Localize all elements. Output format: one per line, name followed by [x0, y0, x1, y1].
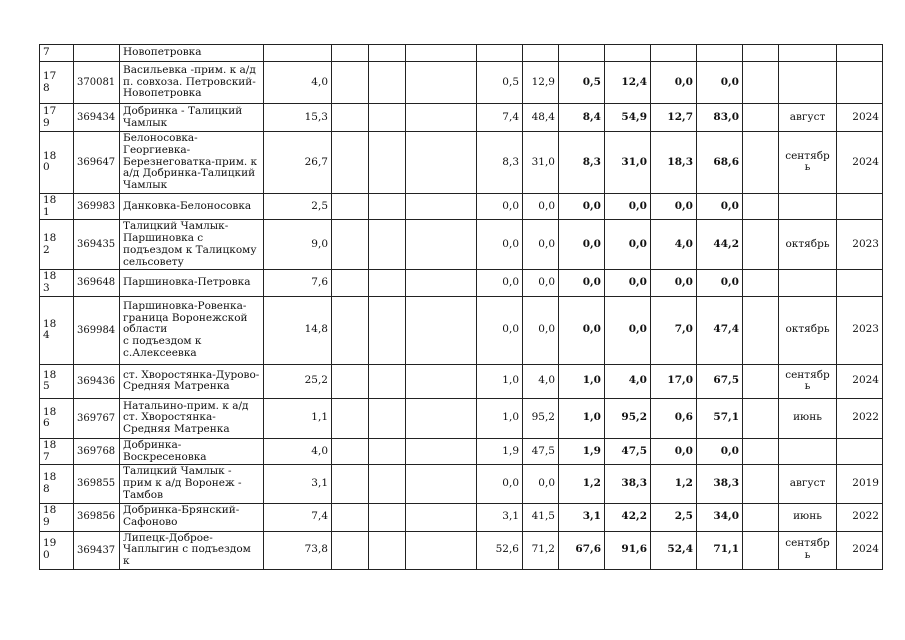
empty-cell	[743, 503, 779, 531]
row-index: 18 5	[40, 364, 74, 398]
value-1: 0,0	[477, 296, 523, 364]
road-code: 369437	[74, 531, 120, 569]
empty-cell	[369, 193, 406, 220]
empty-cell	[369, 503, 406, 531]
value-3: 8,3	[559, 132, 605, 194]
value-4: 31,0	[605, 132, 651, 194]
value-5	[651, 45, 697, 62]
road-name: Талицкий Чамлык - прим к а/д Воронеж - Тамбов	[120, 465, 264, 503]
value-3: 1,0	[559, 364, 605, 398]
value-5: 12,7	[651, 104, 697, 132]
empty-cell	[332, 220, 369, 270]
value-1: 0,0	[477, 193, 523, 220]
value-1: 0,5	[477, 62, 523, 104]
value-4: 0,0	[605, 220, 651, 270]
value-3: 1,0	[559, 398, 605, 438]
road-length: 7,4	[264, 503, 332, 531]
empty-cell	[332, 270, 369, 297]
empty-cell	[332, 398, 369, 438]
repair-year: 2022	[837, 398, 883, 438]
road-length: 3,1	[264, 465, 332, 503]
road-length: 73,8	[264, 531, 332, 569]
road-name: Белоносовка-Георгиевка-Березнеговатка-прим. к а/д Добринка-Талицкий Чамлык	[120, 132, 264, 194]
value-4: 95,2	[605, 398, 651, 438]
empty-cell	[369, 104, 406, 132]
value-3: 8,4	[559, 104, 605, 132]
value-5: 0,6	[651, 398, 697, 438]
value-6: 38,3	[697, 465, 743, 503]
repair-year: 2023	[837, 296, 883, 364]
value-6: 0,0	[697, 270, 743, 297]
empty-cell	[369, 220, 406, 270]
empty-cell	[406, 398, 477, 438]
empty-cell	[743, 531, 779, 569]
repair-month: сентябр ь	[779, 531, 837, 569]
row-index: 18 9	[40, 503, 74, 531]
value-6: 71,1	[697, 531, 743, 569]
repair-year: 2024	[837, 531, 883, 569]
value-1: 0,0	[477, 465, 523, 503]
value-4: 0,0	[605, 296, 651, 364]
road-length: 4,0	[264, 438, 332, 465]
repair-year: 2019	[837, 465, 883, 503]
value-3: 3,1	[559, 503, 605, 531]
empty-cell	[743, 193, 779, 220]
empty-cell	[406, 438, 477, 465]
repair-year: 2023	[837, 220, 883, 270]
repair-month: август	[779, 465, 837, 503]
row-index: 18 4	[40, 296, 74, 364]
empty-cell	[406, 503, 477, 531]
row-index: 17 8	[40, 62, 74, 104]
row-index: 18 3	[40, 270, 74, 297]
value-2: 0,0	[523, 270, 559, 297]
value-4: 0,0	[605, 193, 651, 220]
empty-cell	[332, 438, 369, 465]
row-index: 18 7	[40, 438, 74, 465]
value-3: 0,0	[559, 270, 605, 297]
road-name: ст. Хворостянка-Дурово-Средняя Матренка	[120, 364, 264, 398]
value-3	[559, 45, 605, 62]
road-code: 369767	[74, 398, 120, 438]
road-length: 9,0	[264, 220, 332, 270]
road-name: Паршиновка-Ровенка-граница Воронежской области с подъездом к с.Алексеевка	[120, 296, 264, 364]
road-name: Новопетровка	[120, 45, 264, 62]
value-1: 1,0	[477, 398, 523, 438]
empty-cell	[369, 465, 406, 503]
value-6: 0,0	[697, 438, 743, 465]
row-index: 18 1	[40, 193, 74, 220]
value-6: 57,1	[697, 398, 743, 438]
table-row	[40, 62, 883, 104]
value-1: 8,3	[477, 132, 523, 194]
empty-cell	[332, 45, 369, 62]
empty-cell	[332, 503, 369, 531]
empty-cell	[406, 193, 477, 220]
empty-cell	[332, 62, 369, 104]
empty-cell	[406, 270, 477, 297]
road-length: 14,8	[264, 296, 332, 364]
repair-year	[837, 45, 883, 62]
road-length: 4,0	[264, 62, 332, 104]
repair-month	[779, 62, 837, 104]
empty-cell	[369, 364, 406, 398]
value-1: 3,1	[477, 503, 523, 531]
empty-cell	[369, 270, 406, 297]
repair-year	[837, 438, 883, 465]
road-length: 7,6	[264, 270, 332, 297]
value-2: 71,2	[523, 531, 559, 569]
row-index: 19 0	[40, 531, 74, 569]
repair-year: 2024	[837, 132, 883, 194]
value-5: 0,0	[651, 438, 697, 465]
repair-month: сентябр ь	[779, 132, 837, 194]
value-3: 1,2	[559, 465, 605, 503]
value-4: 12,4	[605, 62, 651, 104]
repair-year	[837, 193, 883, 220]
road-code: 369648	[74, 270, 120, 297]
road-length: 2,5	[264, 193, 332, 220]
value-3: 0,0	[559, 296, 605, 364]
value-1: 1,0	[477, 364, 523, 398]
value-5: 52,4	[651, 531, 697, 569]
repair-month	[779, 270, 837, 297]
value-5: 0,0	[651, 270, 697, 297]
empty-cell	[369, 45, 406, 62]
empty-cell	[743, 438, 779, 465]
value-6: 0,0	[697, 193, 743, 220]
road-length: 25,2	[264, 364, 332, 398]
repair-month	[779, 438, 837, 465]
repair-year: 2022	[837, 503, 883, 531]
road-length: 26,7	[264, 132, 332, 194]
empty-cell	[743, 132, 779, 194]
road-name: Добринка-Брянский-Сафоново	[120, 503, 264, 531]
empty-cell	[743, 45, 779, 62]
road-data-table	[39, 44, 883, 570]
value-3: 0,0	[559, 193, 605, 220]
value-5: 7,0	[651, 296, 697, 364]
empty-cell	[743, 364, 779, 398]
empty-cell	[406, 364, 477, 398]
repair-month: октябрь	[779, 220, 837, 270]
table-row	[40, 270, 883, 297]
value-6: 47,4	[697, 296, 743, 364]
road-code: 369436	[74, 364, 120, 398]
empty-cell	[743, 220, 779, 270]
value-5: 0,0	[651, 62, 697, 104]
empty-cell	[332, 364, 369, 398]
value-3: 0,0	[559, 220, 605, 270]
road-length: 1,1	[264, 398, 332, 438]
value-4	[605, 45, 651, 62]
empty-cell	[369, 62, 406, 104]
empty-cell	[332, 104, 369, 132]
empty-cell	[369, 438, 406, 465]
value-4: 4,0	[605, 364, 651, 398]
table-row	[40, 104, 883, 132]
value-2: 31,0	[523, 132, 559, 194]
value-2: 0,0	[523, 465, 559, 503]
table-row	[40, 296, 883, 364]
repair-year	[837, 62, 883, 104]
table-body	[40, 45, 883, 570]
value-4: 42,2	[605, 503, 651, 531]
value-1	[477, 45, 523, 62]
value-2: 47,5	[523, 438, 559, 465]
value-1: 0,0	[477, 220, 523, 270]
repair-month: август	[779, 104, 837, 132]
empty-cell	[743, 465, 779, 503]
value-5: 2,5	[651, 503, 697, 531]
road-code: 370081	[74, 62, 120, 104]
road-name: Натальино-прим. к а/д ст. Хворостянка-Средняя Матренка	[120, 398, 264, 438]
road-name: Липецк-Доброе-Чаплыгин с подъездом к	[120, 531, 264, 569]
road-code	[74, 45, 120, 62]
road-name: Добринка - Талицкий Чамлык	[120, 104, 264, 132]
value-1: 7,4	[477, 104, 523, 132]
value-3: 67,6	[559, 531, 605, 569]
empty-cell	[406, 45, 477, 62]
value-2: 0,0	[523, 296, 559, 364]
road-name: Добринка-Воскресеновка	[120, 438, 264, 465]
repair-year: 2024	[837, 104, 883, 132]
repair-month	[779, 193, 837, 220]
value-6: 44,2	[697, 220, 743, 270]
table-row	[40, 45, 883, 62]
table-row	[40, 364, 883, 398]
table-row	[40, 193, 883, 220]
empty-cell	[406, 132, 477, 194]
empty-cell	[743, 62, 779, 104]
value-4: 54,9	[605, 104, 651, 132]
row-index: 18 8	[40, 465, 74, 503]
empty-cell	[406, 465, 477, 503]
value-2: 95,2	[523, 398, 559, 438]
row-index: 18 6	[40, 398, 74, 438]
row-index: 18 2	[40, 220, 74, 270]
road-code: 369768	[74, 438, 120, 465]
repair-month: июнь	[779, 398, 837, 438]
value-4: 91,6	[605, 531, 651, 569]
value-6: 34,0	[697, 503, 743, 531]
value-6: 68,6	[697, 132, 743, 194]
table-row	[40, 132, 883, 194]
repair-month	[779, 45, 837, 62]
value-2: 0,0	[523, 193, 559, 220]
value-5: 0,0	[651, 193, 697, 220]
empty-cell	[743, 296, 779, 364]
value-6	[697, 45, 743, 62]
value-3: 0,5	[559, 62, 605, 104]
repair-year	[837, 270, 883, 297]
repair-year: 2024	[837, 364, 883, 398]
value-1: 1,9	[477, 438, 523, 465]
empty-cell	[406, 104, 477, 132]
table-row	[40, 503, 883, 531]
value-5: 18,3	[651, 132, 697, 194]
road-code: 369647	[74, 132, 120, 194]
value-6: 67,5	[697, 364, 743, 398]
empty-cell	[332, 531, 369, 569]
value-4: 38,3	[605, 465, 651, 503]
repair-month: июнь	[779, 503, 837, 531]
repair-month: сентябр ь	[779, 364, 837, 398]
road-code: 369435	[74, 220, 120, 270]
road-name: Васильевка -прим. к а/д п. совхоза. Петровский-Новопетровка	[120, 62, 264, 104]
value-2: 12,9	[523, 62, 559, 104]
road-code: 369856	[74, 503, 120, 531]
road-length: 15,3	[264, 104, 332, 132]
value-5: 1,2	[651, 465, 697, 503]
empty-cell	[332, 465, 369, 503]
table-row	[40, 220, 883, 270]
empty-cell	[332, 132, 369, 194]
road-code: 369434	[74, 104, 120, 132]
row-index: 17 9	[40, 104, 74, 132]
empty-cell	[406, 62, 477, 104]
repair-month: октябрь	[779, 296, 837, 364]
value-3: 1,9	[559, 438, 605, 465]
road-code: 369855	[74, 465, 120, 503]
value-2	[523, 45, 559, 62]
table-row	[40, 438, 883, 465]
value-2: 4,0	[523, 364, 559, 398]
empty-cell	[369, 132, 406, 194]
empty-cell	[369, 398, 406, 438]
empty-cell	[369, 296, 406, 364]
empty-cell	[743, 398, 779, 438]
empty-cell	[332, 296, 369, 364]
value-5: 17,0	[651, 364, 697, 398]
value-4: 0,0	[605, 270, 651, 297]
table-row	[40, 531, 883, 569]
empty-cell	[406, 296, 477, 364]
road-name: Данковка-Белоносовка	[120, 193, 264, 220]
value-2: 0,0	[523, 220, 559, 270]
road-code: 369983	[74, 193, 120, 220]
value-5: 4,0	[651, 220, 697, 270]
empty-cell	[332, 193, 369, 220]
row-index: 18 0	[40, 132, 74, 194]
empty-cell	[743, 104, 779, 132]
road-name: Талицкий Чамлык-Паршиновка с подъездом к Талицкому сельсовету	[120, 220, 264, 270]
table-row	[40, 398, 883, 438]
road-code: 369984	[74, 296, 120, 364]
empty-cell	[406, 531, 477, 569]
value-6: 0,0	[697, 62, 743, 104]
value-2: 48,4	[523, 104, 559, 132]
value-1: 0,0	[477, 270, 523, 297]
value-2: 41,5	[523, 503, 559, 531]
row-index: 7	[40, 45, 74, 62]
table-row	[40, 465, 883, 503]
empty-cell	[743, 270, 779, 297]
road-length	[264, 45, 332, 62]
value-4: 47,5	[605, 438, 651, 465]
value-1: 52,6	[477, 531, 523, 569]
empty-cell	[369, 531, 406, 569]
road-name: Паршиновка-Петровка	[120, 270, 264, 297]
empty-cell	[406, 220, 477, 270]
value-6: 83,0	[697, 104, 743, 132]
